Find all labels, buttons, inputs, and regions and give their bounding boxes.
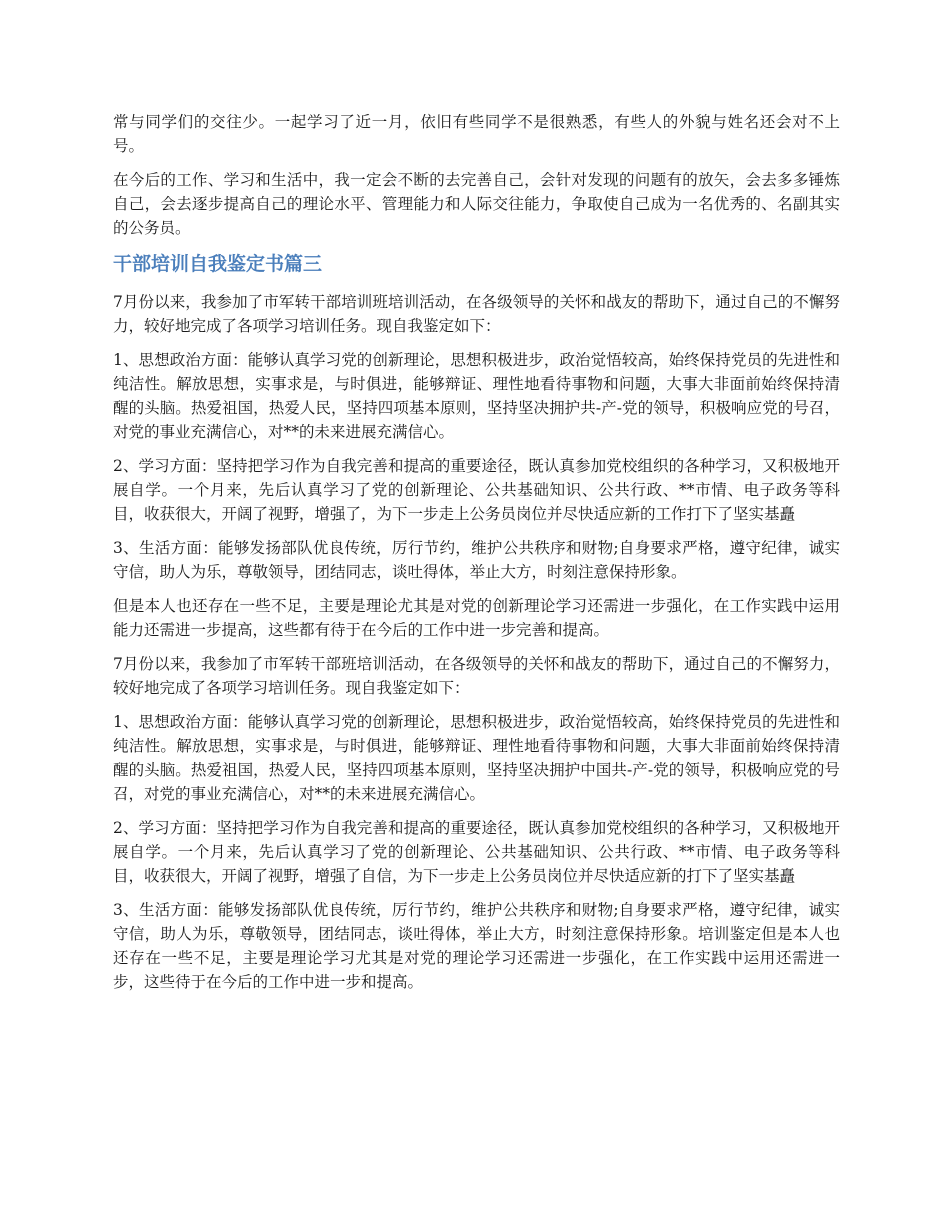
- section-heading: 干部培训自我鉴定书篇三: [113, 253, 323, 275]
- paragraph: 7月份以来，我参加了市军转干部班培训活动，在各级领导的关怀和战友的帮助下，通过自己的不懈努力，较好地完成了各项学习培训任务。现自我鉴定如下：: [113, 655, 840, 697]
- document-body: [113, 110, 840, 1004]
- paragraph: 1、思想政治方面：能够认真学习党的创新理论，思想积极进步，政治觉悟较高，始终保持党员的先进性和纯洁性。解放思想，实事求是，与时俱进，能够辩证、理性地看待事物和问题，大事大非面前始终保持清醒的头脑。热爱祖国，热爱人民，坚持四项基本原则，坚持坚决拥护中国共-产-党的领导，积极响应党的号召，对党的事业充满信心，对**的未来进展充满信心。: [113, 713, 840, 803]
- paragraph: 2、学习方面：坚持把学习作为自我完善和提高的重要途径，既认真参加党校组织的各种学习，又积极地开展自学。一个月来，先后认真学习了党的创新理论、公共基础知识、公共行政、**市情、电子政务等科目，收获很大，开阔了视野，增强了，为下一步走上公务员岗位并尽快适应新的工作打下了坚实基矗: [113, 457, 840, 523]
- paragraph: 3、生活方面：能够发扬部队优良传统，厉行节约，维护公共秩序和财物;自身要求严格，遵守纪律，诚实守信，助人为乐，尊敬领导，团结同志，谈吐得体，举止大方，时刻注意保持形象。: [113, 539, 840, 581]
- paragraph: 在今后的工作、学习和生活中，我一定会不断的去完善自己，会针对发现的问题有的放矢，会去多多锤炼自己，会去逐步提高自己的理论水平、管理能力和人际交往能力，争取使自己成为一名优秀的、名副其实的公务员。: [113, 171, 840, 237]
- paragraph: 2、学习方面：坚持把学习作为自我完善和提高的重要途径，既认真参加党校组织的各种学习，又积极地开展自学。一个月来，先后认真学习了党的创新理论、公共基础知识、公共行政、**市情、电子政务等科目，收获很大，开阔了视野，增强了自信，为下一步走上公务员岗位并尽快适应新的打下了坚实基矗: [113, 819, 840, 885]
- paragraph: 1、思想政治方面：能够认真学习党的创新理论，思想积极进步，政治觉悟较高，始终保持党员的先进性和纯洁性。解放思想，实事求是，与时俱进，能够辩证、理性地看待事物和问题，大事大非面前始终保持清醒的头脑。热爱祖国，热爱人民，坚持四项基本原则，坚持坚决拥护共-产-党的领导，积极响应党的号召，对党的事业充满信心，对**的未来进展充满信心。: [113, 351, 840, 441]
- paragraph: 3、生活方面：能够发扬部队优良传统，厉行节约，维护公共秩序和财物;自身要求严格，遵守纪律，诚实守信，助人为乐，尊敬领导，团结同志，谈吐得体，举止大方，时刻注意保持形象。培训鉴定但是本人也还存在一些不足，主要是理论学习尤其是对党的理论学习还需进一步强化，在工作实践中运用还需进一步，这些待于在今后的工作中进一步和提高。: [113, 901, 840, 991]
- paragraph: 常与同学们的交往少。一起学习了近一月，依旧有些同学不是很熟悉，有些人的外貌与姓名还会对不上号。: [113, 113, 840, 155]
- paragraph: 但是本人也还存在一些不足，主要是理论尤其是对党的创新理论学习还需进一步强化，在工作实践中运用能力还需进一步提高，这些都有待于在今后的工作中进一步完善和提高。: [113, 597, 840, 639]
- paragraph: 7月份以来，我参加了市军转干部培训班培训活动，在各级领导的关怀和战友的帮助下，通过自己的不懈努力，较好地完成了各项学习培训任务。现自我鉴定如下：: [113, 293, 840, 335]
